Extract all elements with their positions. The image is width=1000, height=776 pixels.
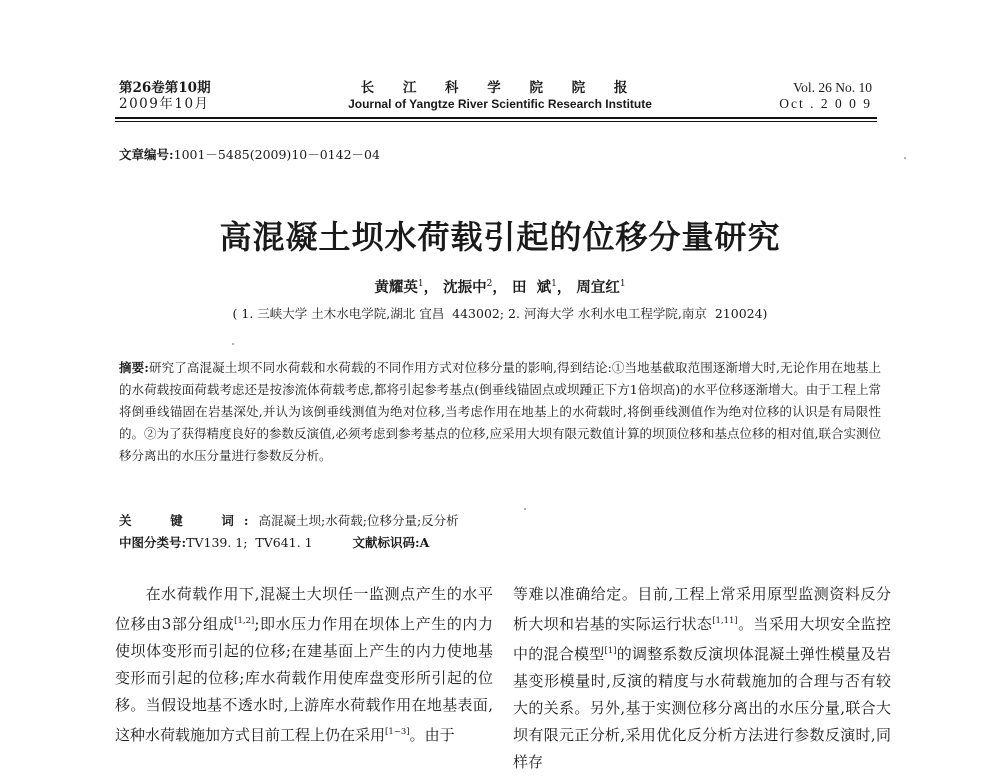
date-en: Oct . 2 0 0 9 (779, 96, 872, 111)
author-name: 周宜红 (576, 279, 620, 296)
body-column-left (115, 581, 493, 749)
body-text: ;即水压力作用在坝体上产生的内力使坝体变形而引起的位移;在建基面上产生的内力使地基变形而引起的位移;库水荷载作用使库盘变形所引起的位移。当假设地基不透水时,上游库水荷载作用在地基表面,这种水荷载施加方式目前工程上仍在采用 (115, 615, 493, 744)
journal-name-en: Journal of Yangtze River Scientific Research Institute (348, 97, 652, 111)
running-header-left (119, 80, 211, 112)
author-list (0, 276, 1000, 297)
author-separator: ， (492, 279, 507, 296)
author-affiliation-marker: 2 (486, 279, 493, 290)
clc-value: TV139. 1; TV641. 1 (186, 535, 313, 550)
running-header-right (779, 80, 872, 112)
article-number (119, 145, 380, 163)
header-rule-thick (115, 117, 877, 119)
doc-code-label: 文献标识码: (352, 535, 420, 550)
scan-speck (904, 157, 906, 159)
article-number-label: 文章编号: (119, 147, 174, 162)
author-separator: ， (556, 279, 572, 296)
journal-name-cn: 长 江 科 学 院 院 报 (360, 80, 640, 96)
scan-speck (524, 508, 526, 510)
running-header-center (300, 80, 700, 112)
doc-code-value: A (419, 535, 430, 550)
author-name: 田 斌 (511, 279, 552, 296)
volume-issue-en: Vol. 26 No. 10 (793, 80, 872, 95)
body-text: 在水荷载作用下,混凝土大坝任一监测点产生的水平位移由3部分组成 (115, 585, 493, 633)
body-text: 的调整系数反演坝体混凝土弹性模量及岩基变形模量时,反演的精度与水荷载施加的合理与否有较大的关系。另外,基于实测位移分离出的水压分量,联合大坝有限元正分析,采用优化反分析方法进行参数反演时,同样存 (513, 645, 891, 771)
author-affiliation-marker: 1 (619, 279, 626, 290)
scan-speck (232, 343, 234, 345)
body-column-right (513, 581, 891, 776)
volume-issue-cn: 第26卷第10期 (119, 80, 211, 96)
abstract-label: 摘要: (119, 360, 149, 375)
author-separator: ， (423, 279, 439, 296)
body-text: 。当采用大坝安全监控中的混合模型 (513, 615, 891, 663)
author-affiliation-marker: 1 (417, 279, 424, 290)
citation-ref: [1,11] (712, 616, 738, 626)
citation-ref: [1~3] (385, 727, 410, 737)
body-text: 。由于 (409, 726, 455, 744)
keywords-label: 关 键 词: (119, 513, 259, 528)
keywords-value: 高混凝土坝;水荷载;位移分量;反分析 (258, 513, 459, 528)
author-name: 沈振中 (443, 279, 487, 296)
citation-ref: [1,2] (234, 616, 255, 626)
abstract-text: 研究了高混凝土坝不同水荷载和水荷载的不同作用方式对位移分量的影响,得到结论:①当地基截取范围逐渐增大时,无论作用在地基上的水荷载按面荷载考虑还是按渗流体荷载考虑,都将引起参考基点(倒垂线锚固点或坝踵正下方1倍坝高)的水平位移逐渐增大。由于工程上常将倒垂线锚固在岩基深处,并认为该倒垂线测值为绝对位移,当考虑作用在地基上的水荷载时,将倒垂线测值作为绝对位移的认识是有局限性的。②为了获得精度良好的参数反演值,必须考虑到参考基点的位移,应采用大坝有限元数值计算的坝顶位移和基点位移的相对值,联合实测位移分离出的水压分量进行参数反分析。 (119, 360, 881, 463)
author-affiliation-marker: 1 (551, 279, 557, 290)
classification (119, 533, 429, 551)
abstract (119, 357, 881, 467)
affiliations: ( 1. 三峡大学 土木水电学院,湖北 宜昌 443002; 2. 河海大学 水利水电工程学院,南京 210024) (232, 306, 768, 321)
clc-label: 中图分类号: (119, 535, 187, 550)
header-rule-thin (115, 121, 877, 122)
article-number-value: 1001－5485(2009)10－0142－04 (173, 147, 380, 162)
author-name: 黄耀英 (374, 279, 418, 296)
paper-title: 高混凝土坝水荷载引起的位移分量研究 (219, 218, 781, 256)
keywords (119, 511, 459, 529)
citation-ref: [1] (604, 646, 617, 656)
date-cn: 2009年10月 (119, 96, 210, 112)
body-text: 等难以准确给定。目前,工程上常采用原型监测资料反分析大坝和岩基的实际运行状态 (513, 585, 891, 633)
